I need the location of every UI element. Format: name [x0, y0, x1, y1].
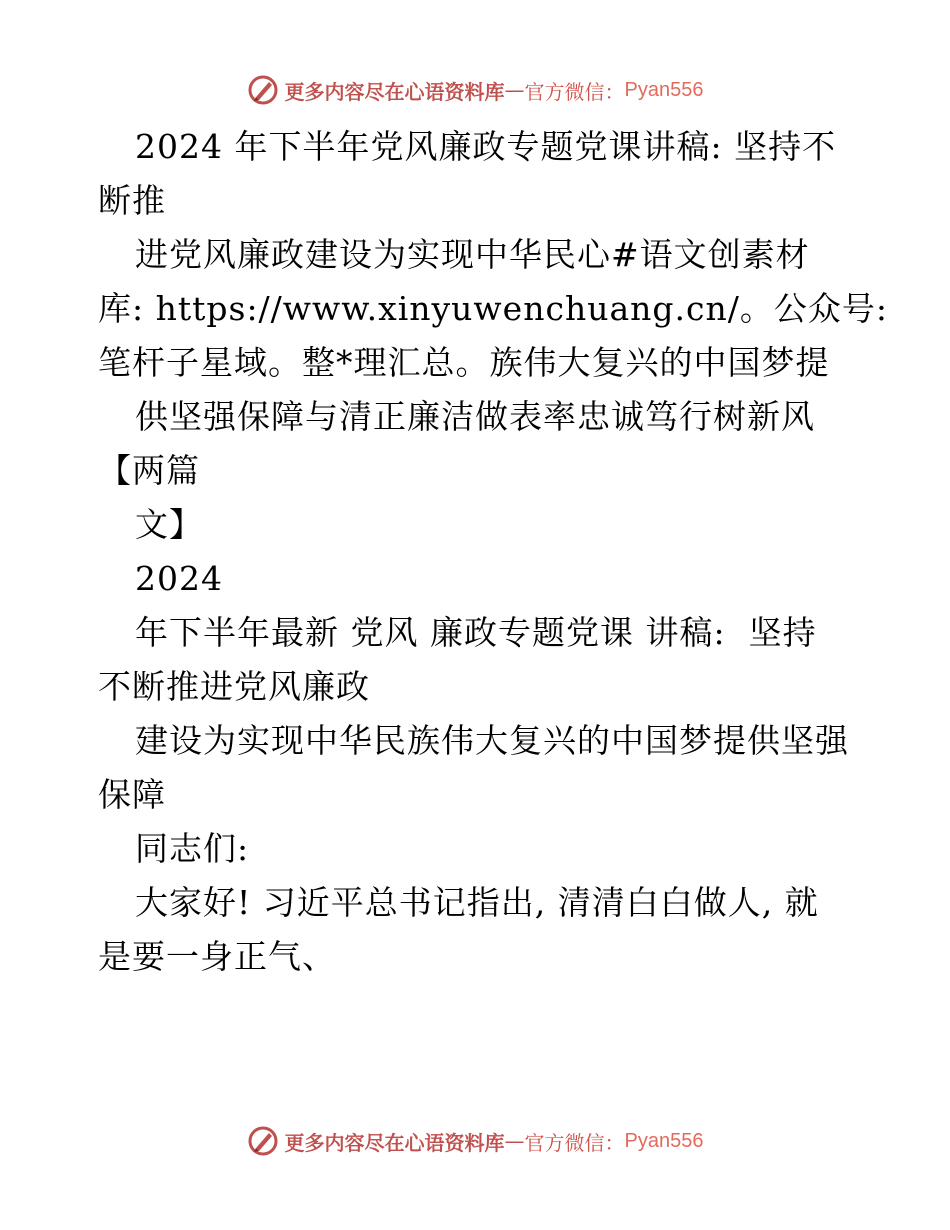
footer-dash: — — [504, 1129, 525, 1153]
text-line: 保障 — [98, 775, 166, 814]
footer-brand-text: 更多内容尽在心语资料库 — [284, 1130, 505, 1155]
header-brand-text: 更多内容尽在心语资料库 — [284, 79, 505, 104]
footer-banner — [0, 1121, 950, 1161]
text-line: 年下半年最新 党风 廉政专题党课 讲稿: 坚持 — [135, 613, 817, 652]
text-line: 【两篇 — [98, 451, 200, 490]
pen-circle-logo-icon — [247, 1125, 279, 1157]
text-line: 笔杆子星域。整*理汇总。族伟大复兴的中国梦提 — [98, 343, 830, 382]
footer-wechat-id: Pyan556 — [624, 1129, 704, 1152]
header-banner — [0, 70, 950, 110]
text-line: 库: https://www.xinyuwenchuang.cn/。公众号: — [98, 289, 888, 328]
text-line: 进党风廉政建设为实现中华民心#语文创素材 — [135, 235, 810, 274]
document-body — [98, 120, 888, 984]
footer-wechat-label: 官方微信： — [524, 1130, 625, 1155]
text-line: 大家好! 习近平总书记指出, 清清白白做人, 就 — [135, 883, 819, 922]
text-line: 文】 — [135, 505, 203, 544]
text-line: 不断推进党风廉政 — [98, 667, 370, 706]
text-line: 供坚强保障与清正廉洁做表率忠诚笃行树新风 — [135, 397, 815, 436]
text-line: 2024 年下半年党风廉政专题党课讲稿: 坚持不 — [135, 127, 837, 166]
header-wechat-id: Pyan556 — [624, 78, 704, 101]
text-line: 断推 — [98, 181, 166, 220]
header-wechat-label: 官方微信： — [524, 79, 625, 104]
text-line: 2024 — [135, 559, 223, 598]
text-line: 同志们: — [135, 829, 250, 868]
header-dash: — — [504, 78, 525, 102]
pen-circle-logo-icon — [247, 74, 279, 106]
text-line: 建设为实现中华民族伟大复兴的中国梦提供坚强 — [135, 721, 849, 760]
text-line: 是要一身正气、 — [98, 937, 336, 976]
